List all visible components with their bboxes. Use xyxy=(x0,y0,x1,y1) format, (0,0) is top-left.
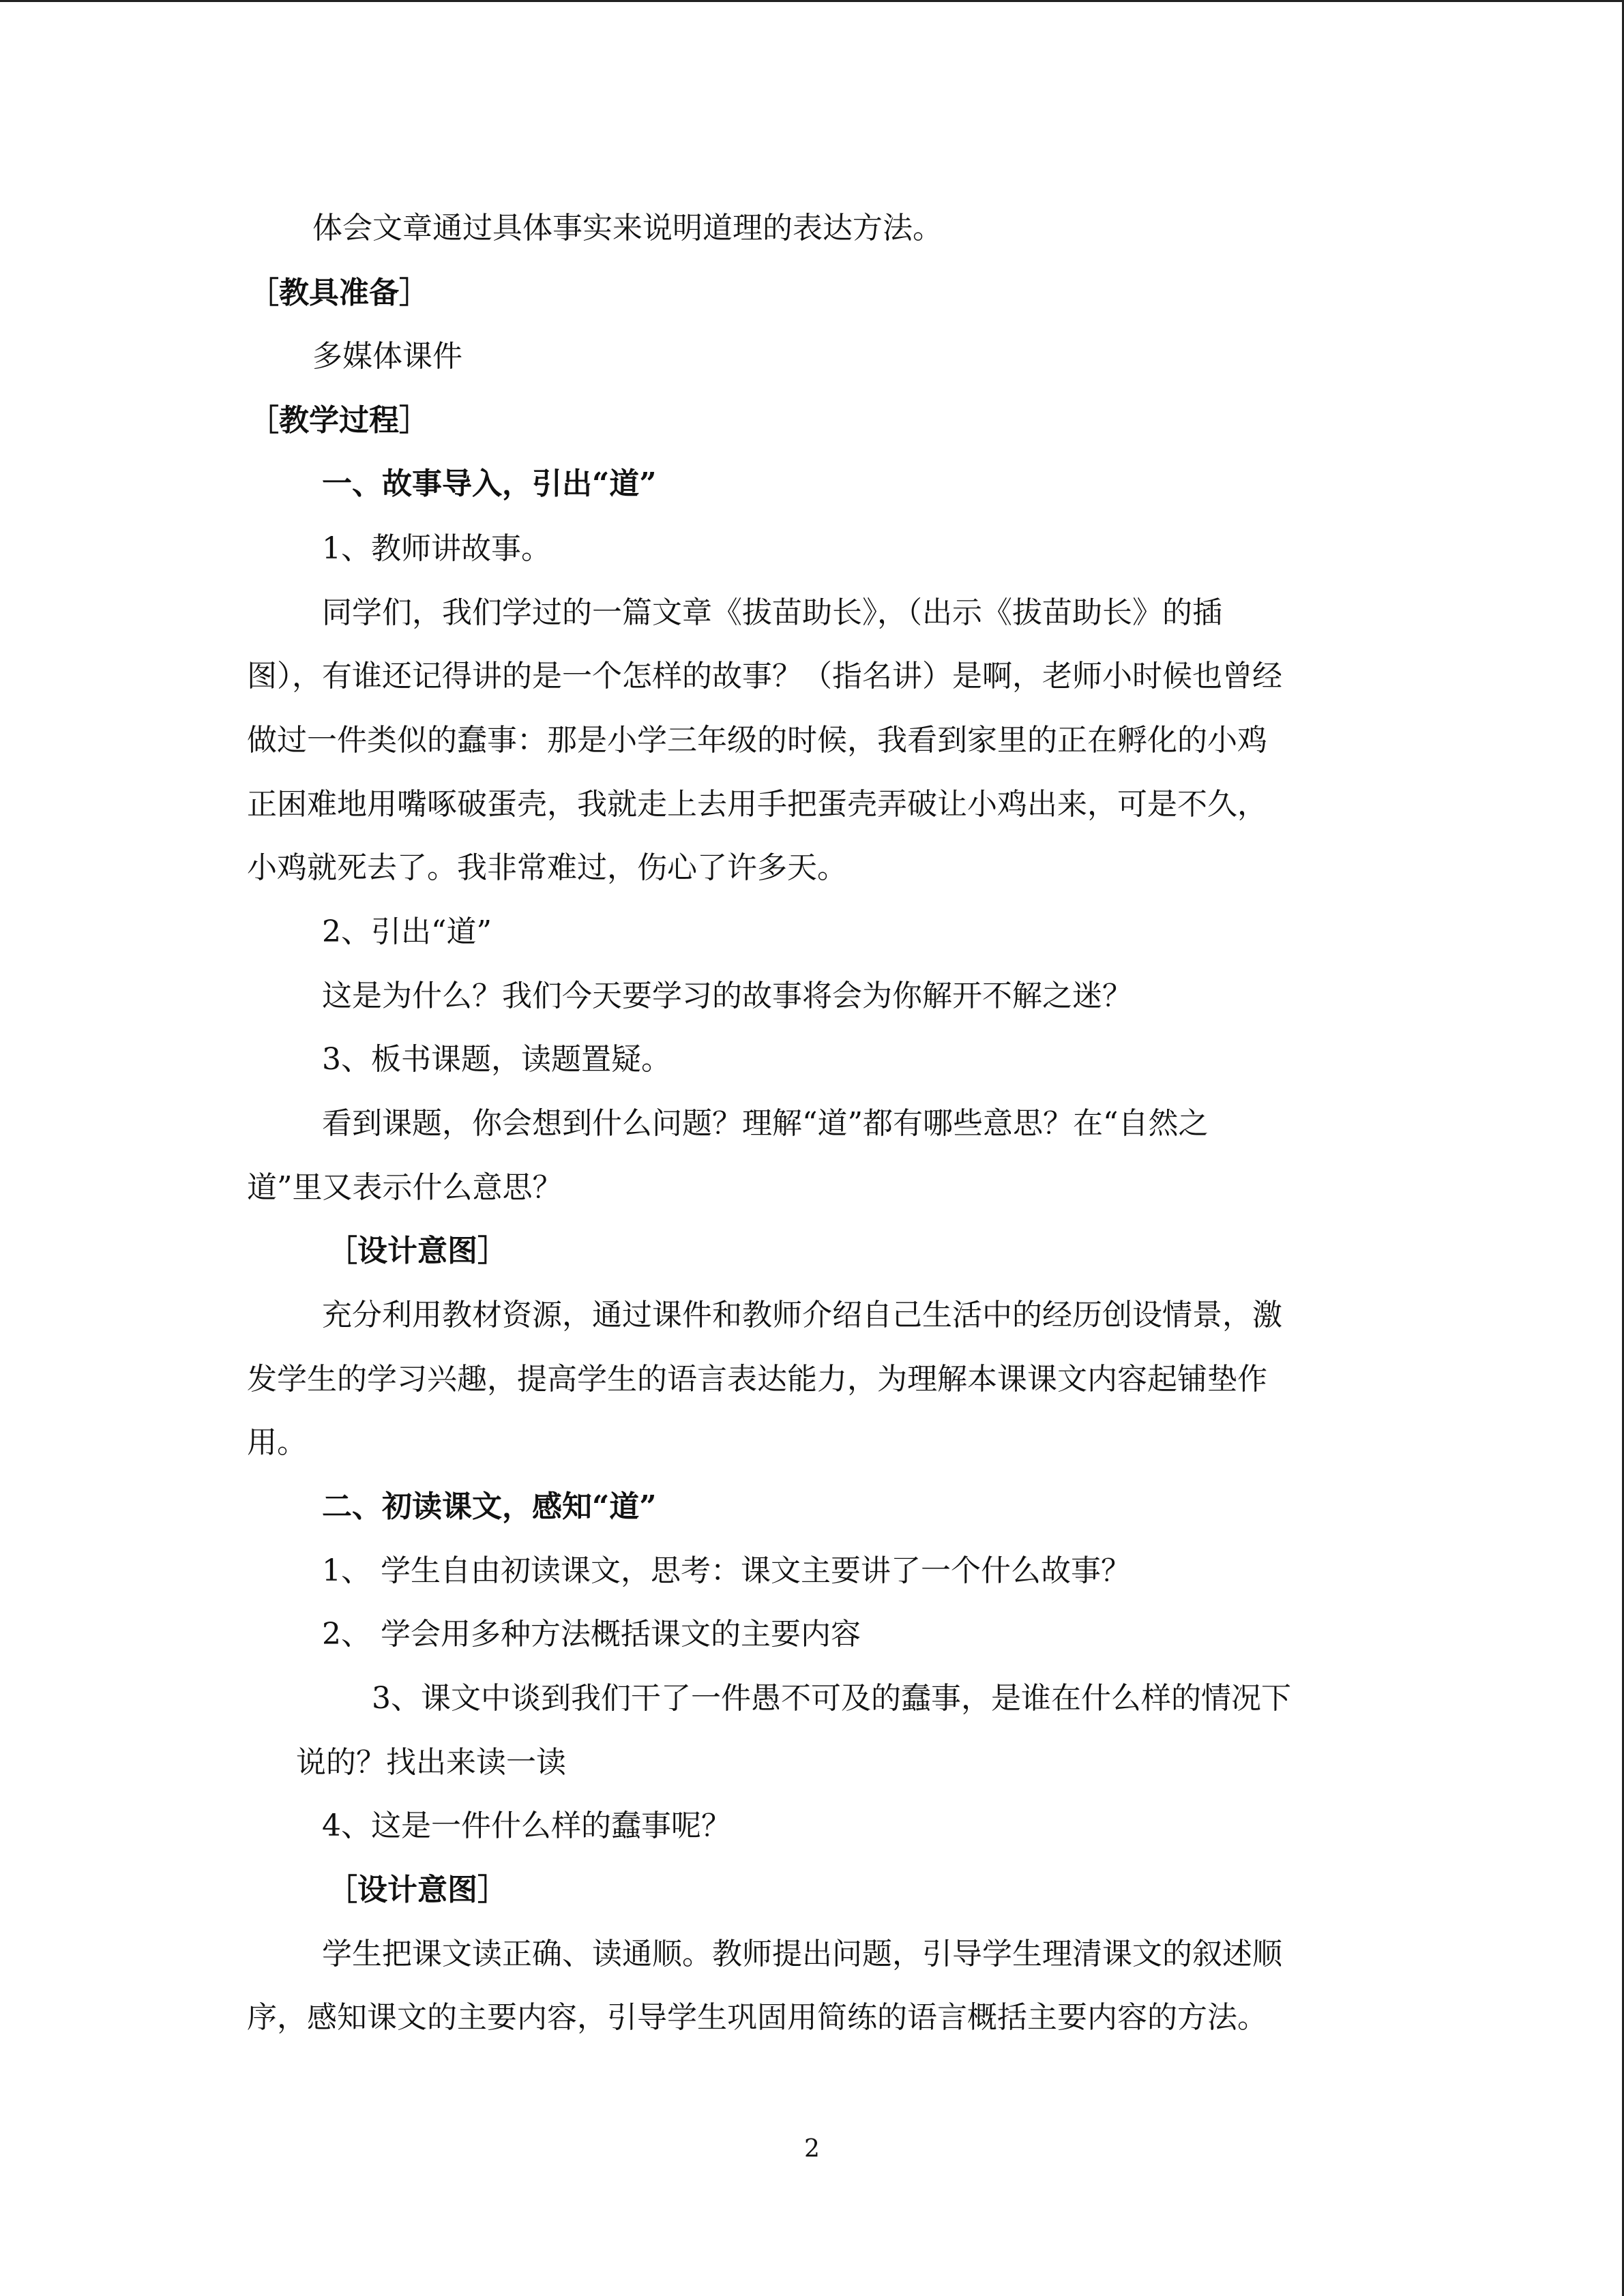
design-intent-heading: ［设计意图］ xyxy=(327,1873,507,1907)
list-item: 1、教师讲故事。 xyxy=(322,531,551,566)
step-one-heading: 一、故事导入，引出“道” xyxy=(322,466,657,501)
paragraph-line: 序，感知课文的主要内容，引导学生巩固用简练的语言概括主要内容的方法。 xyxy=(247,2000,1267,2035)
page-top-border xyxy=(0,0,1624,2)
paragraph-line: 用。 xyxy=(247,1425,307,1460)
paragraph-line: 小鸡就死去了。我非常难过，伤心了许多天。 xyxy=(247,850,847,885)
objective-line: 体会文章通过具体事实来说明道理的表达方法。 xyxy=(312,211,943,245)
paragraph-line: 说的？找出来读一读 xyxy=(296,1745,566,1780)
list-item: 2、引出“道” xyxy=(322,914,492,949)
paragraph-line: 同学们，我们学过的一篇文章《拔苗助长》，（出示《拔苗助长》的插 xyxy=(322,595,1222,630)
paragraph-line: 充分利用教材资源，通过课件和教师介绍自己生活中的经历创设情景，激 xyxy=(322,1298,1282,1332)
section-heading-teaching-aids: ［教具准备］ xyxy=(249,275,429,310)
list-item: 3、板书课题，读题置疑。 xyxy=(322,1042,671,1077)
paragraph-line: 这是为什么？我们今天要学习的故事将会为你解开不解之迷？ xyxy=(322,979,1132,1013)
list-item: 2、 学会用多种方法概括课文的主要内容 xyxy=(322,1617,861,1652)
paragraph-line: 发学生的学习兴趣，提高学生的语言表达能力，为理解本课课文内容起铺垫作 xyxy=(247,1362,1267,1397)
page-number: 2 xyxy=(804,2135,820,2163)
design-intent-heading: ［设计意图］ xyxy=(327,1234,507,1268)
paragraph-line: 正困难地用嘴啄破蛋壳，我就走上去用手把蛋壳弄破让小鸡出来，可是不久， xyxy=(247,787,1267,822)
step-two-heading: 二、初读课文，感知“道” xyxy=(322,1489,657,1524)
teaching-aids-text: 多媒体课件 xyxy=(312,339,462,374)
paragraph-line: 图），有谁还记得讲的是一个怎样的故事？（指名讲）是啊，老师小时候也曾经 xyxy=(247,659,1282,694)
paragraph-line: 学生把课文读正确、读通顺。教师提出问题，引导学生理清课文的叙述顺 xyxy=(322,1937,1282,1971)
paragraph-line: 做过一件类似的蠢事：那是小学三年级的时候，我看到家里的正在孵化的小鸡 xyxy=(247,723,1267,758)
list-item: 4、这是一件什么样的蠢事呢？ xyxy=(322,1808,731,1843)
paragraph-line: 看到课题，你会想到什么问题？理解“道”都有哪些意思？在“自然之 xyxy=(322,1106,1209,1141)
list-item: 3、课文中谈到我们干了一件愚不可及的蠢事，是谁在什么样的情况下 xyxy=(372,1681,1291,1716)
list-item: 1、 学生自由初读课文，思考：课文主要讲了一个什么故事？ xyxy=(322,1553,1131,1588)
paragraph-line: 道”里又表示什么意思？ xyxy=(247,1170,563,1205)
section-heading-teaching-process: ［教学过程］ xyxy=(249,403,429,438)
